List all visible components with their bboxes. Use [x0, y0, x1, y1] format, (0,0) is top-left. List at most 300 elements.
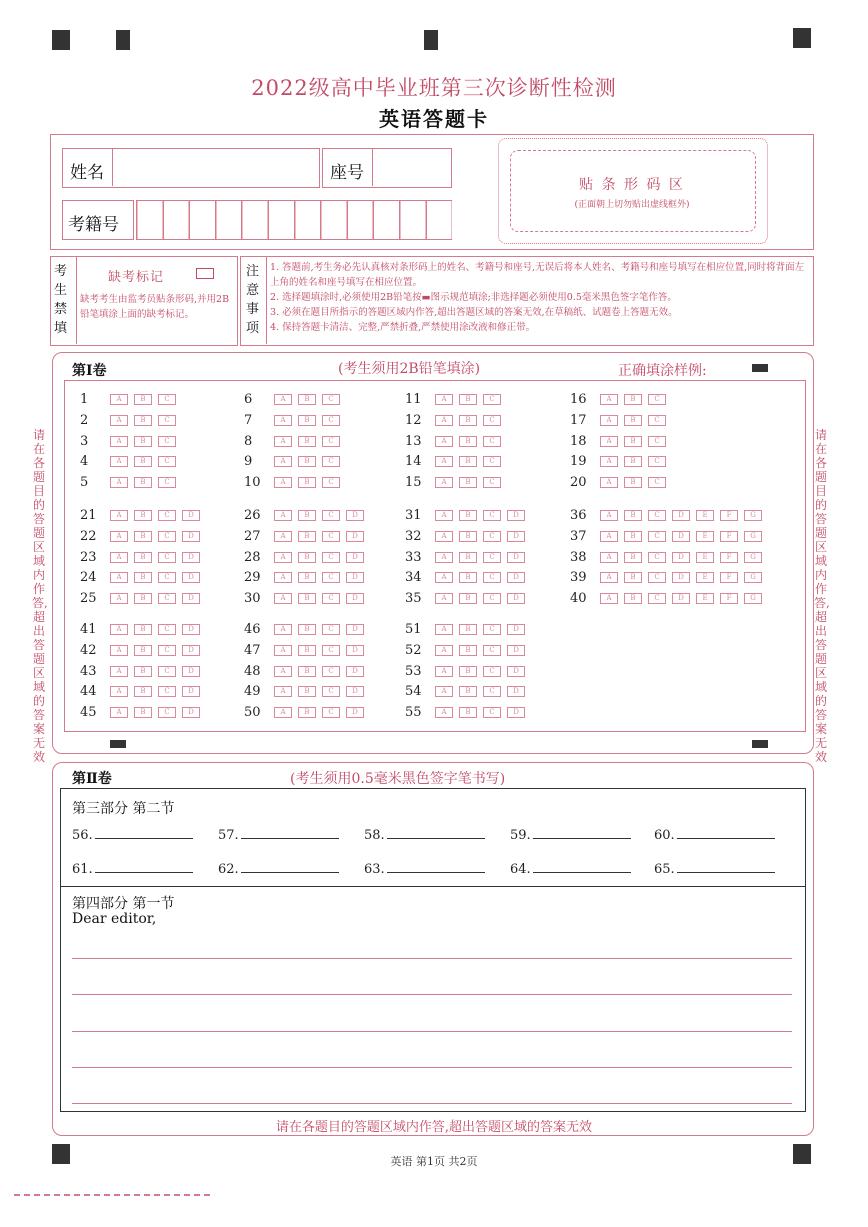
blank-line[interactable] [95, 826, 193, 839]
option-bubble[interactable]: C [158, 477, 176, 488]
option-bubble[interactable]: A [600, 593, 618, 604]
answer-blank[interactable] [72, 860, 193, 877]
option-bubble[interactable]: B [298, 666, 316, 677]
option-bubble[interactable]: A [435, 593, 453, 604]
option-bubble[interactable]: A [110, 552, 128, 563]
option-bubble[interactable]: C [158, 645, 176, 656]
option-bubble[interactable]: B [134, 572, 152, 583]
option-bubble[interactable]: B [624, 510, 642, 521]
option-bubble[interactable]: D [507, 531, 525, 542]
option-bubble[interactable]: E [696, 531, 714, 542]
option-bubble[interactable]: A [435, 415, 453, 426]
option-bubble[interactable]: D [182, 645, 200, 656]
option-bubble[interactable]: E [696, 572, 714, 583]
question-row [405, 529, 531, 549]
writing-line[interactable] [72, 1031, 792, 1032]
option-bubble[interactable]: F [720, 572, 738, 583]
question-number: 6 [244, 392, 253, 407]
option-bubble[interactable]: C [322, 593, 340, 604]
option-bubble[interactable]: A [600, 456, 618, 467]
option-bubble[interactable]: A [110, 415, 128, 426]
option-bubble[interactable]: B [134, 707, 152, 718]
option-bubble[interactable]: C [322, 531, 340, 542]
blank-number: 58. [364, 828, 385, 843]
blank-line[interactable] [241, 826, 339, 839]
option-bubble[interactable]: C [158, 531, 176, 542]
option-bubble[interactable]: D [182, 531, 200, 542]
left-side-warning: 请在各题目的答题区域内作答,超出答题区域的答案无效 [32, 428, 48, 764]
answer-blank[interactable] [654, 826, 775, 843]
blank-line[interactable] [677, 826, 775, 839]
option-bubble[interactable]: B [298, 436, 316, 447]
option-bubble[interactable]: B [459, 456, 477, 467]
timing-mark [116, 30, 130, 50]
option-bubble[interactable]: C [158, 456, 176, 467]
option-bubble[interactable]: A [110, 477, 128, 488]
option-bubble[interactable]: A [110, 531, 128, 542]
notice-item: 4. 保持答题卡清洁、完整,严禁折叠,严禁使用涂改液和修正带。 [270, 322, 536, 333]
option-bubble[interactable]: F [720, 593, 738, 604]
option-bubble[interactable]: A [600, 552, 618, 563]
question-number: 46 [244, 622, 261, 637]
answer-blank[interactable] [510, 826, 631, 843]
option-bubble[interactable]: C [158, 415, 176, 426]
timing-mark [424, 30, 438, 50]
question-number: 34 [405, 570, 422, 586]
option-bubble[interactable]: D [507, 686, 525, 697]
option-bubble[interactable]: B [624, 415, 642, 426]
option-bubble[interactable]: D [507, 510, 525, 521]
option-bubble[interactable]: A [110, 707, 128, 718]
question-row [80, 570, 206, 590]
question-number: 32 [405, 528, 422, 544]
option-bubble[interactable]: A [600, 436, 618, 447]
option-bubble[interactable]: D [672, 531, 690, 542]
option-bubble[interactable]: D [507, 572, 525, 583]
option-bubble[interactable]: C [483, 666, 501, 677]
option-bubble[interactable]: G [744, 572, 762, 583]
option-bubble[interactable]: D [182, 510, 200, 521]
option-bubble[interactable]: A [435, 510, 453, 521]
option-bubble[interactable]: A [110, 436, 128, 447]
option-bubble[interactable]: A [435, 531, 453, 542]
option-bubble[interactable]: C [322, 707, 340, 718]
option-bubble[interactable]: B [134, 456, 152, 467]
question-number: 12 [405, 412, 422, 428]
option-bubble[interactable]: D [507, 645, 525, 656]
option-bubble[interactable]: D [182, 624, 200, 635]
option-bubble[interactable]: C [158, 572, 176, 583]
option-bubble[interactable]: B [459, 552, 477, 563]
option-bubble[interactable]: D [346, 552, 364, 563]
option-bubble[interactable]: A [435, 666, 453, 677]
option-bubble[interactable]: B [298, 394, 316, 405]
question-number: 33 [405, 549, 422, 565]
option-bubble[interactable]: G [744, 510, 762, 521]
option-bubble[interactable]: C [322, 456, 340, 467]
option-bubble[interactable]: C [483, 707, 501, 718]
option-bubble[interactable]: B [298, 707, 316, 718]
option-bubble[interactable]: A [600, 510, 618, 521]
writing-line[interactable] [72, 994, 792, 995]
option-bubble[interactable]: B [134, 666, 152, 677]
option-bubble[interactable]: A [274, 666, 292, 677]
option-bubble[interactable]: A [435, 645, 453, 656]
question-row [405, 454, 507, 474]
answer-blank[interactable] [218, 860, 339, 877]
answer-blank[interactable] [72, 826, 193, 843]
option-bubble[interactable]: B [459, 477, 477, 488]
option-bubble[interactable]: A [274, 593, 292, 604]
blank-line[interactable] [533, 860, 631, 873]
question-row [405, 392, 507, 412]
option-bubble[interactable]: B [298, 624, 316, 635]
option-bubble[interactable]: A [435, 456, 453, 467]
option-bubble[interactable]: C [483, 531, 501, 542]
option-bubble[interactable]: A [110, 645, 128, 656]
blank-number: 63. [364, 862, 385, 877]
blank-number: 56. [72, 828, 93, 843]
question-row [405, 413, 507, 433]
option-bubble[interactable]: D [346, 624, 364, 635]
option-bubble[interactable]: C [322, 666, 340, 677]
question-number: 51 [405, 622, 422, 637]
option-bubble[interactable]: B [624, 572, 642, 583]
question-row [244, 664, 370, 684]
option-bubble[interactable]: A [110, 572, 128, 583]
question-number: 14 [405, 454, 422, 470]
question-row [80, 664, 206, 684]
question-row [405, 664, 531, 684]
question-number: 7 [244, 412, 253, 428]
option-bubble[interactable]: B [459, 572, 477, 583]
blank-number: 60. [654, 828, 675, 843]
option-bubble[interactable]: A [274, 707, 292, 718]
option-bubble[interactable]: C [322, 436, 340, 447]
option-bubble[interactable]: C [648, 510, 666, 521]
option-bubble[interactable]: B [134, 415, 152, 426]
question-number: 47 [244, 642, 261, 658]
question-number: 35 [405, 591, 422, 607]
option-bubble[interactable]: E [696, 552, 714, 563]
option-bubble[interactable]: D [346, 686, 364, 697]
question-number: 25 [80, 591, 97, 607]
question-number: 48 [244, 663, 261, 679]
option-bubble[interactable]: B [624, 436, 642, 447]
option-bubble[interactable]: C [322, 477, 340, 488]
writing-line[interactable] [72, 1067, 792, 1068]
option-bubble[interactable]: A [274, 552, 292, 563]
option-bubble[interactable]: A [435, 707, 453, 718]
option-bubble[interactable]: B [134, 552, 152, 563]
option-bubble[interactable]: B [459, 686, 477, 697]
option-bubble[interactable]: D [672, 593, 690, 604]
option-bubble[interactable]: D [672, 510, 690, 521]
option-bubble[interactable]: B [459, 645, 477, 656]
option-bubble[interactable]: E [696, 593, 714, 604]
notice-item: 2. 选择题填涂时,必须使用2B铅笔按▬图示规范填涂;非选择题必须使用0.5毫米黑色签字笔作答。 [270, 292, 677, 303]
question-number: 9 [244, 454, 253, 470]
option-bubble[interactable]: B [298, 552, 316, 563]
option-bubble[interactable]: A [435, 572, 453, 583]
option-bubble[interactable]: C [322, 686, 340, 697]
option-bubble[interactable]: C [648, 394, 666, 405]
blank-number: 61. [72, 862, 93, 877]
option-bubble[interactable]: A [274, 572, 292, 583]
option-bubble[interactable]: B [459, 436, 477, 447]
option-bubble[interactable]: F [720, 531, 738, 542]
option-bubble[interactable]: C [483, 456, 501, 467]
option-bubble[interactable]: C [648, 552, 666, 563]
option-bubble[interactable]: B [298, 531, 316, 542]
question-row [244, 413, 346, 433]
absent-title: 缺考标记 [108, 270, 165, 285]
option-bubble[interactable]: D [507, 624, 525, 635]
option-bubble[interactable]: C [483, 645, 501, 656]
option-bubble[interactable]: D [507, 666, 525, 677]
option-bubble[interactable]: B [624, 456, 642, 467]
option-bubble[interactable]: A [600, 531, 618, 542]
question-number: 15 [405, 475, 422, 491]
question-row [405, 434, 507, 454]
option-bubble[interactable]: B [459, 415, 477, 426]
option-bubble[interactable]: B [134, 645, 152, 656]
option-bubble[interactable]: A [110, 686, 128, 697]
option-bubble[interactable]: C [158, 666, 176, 677]
option-bubble[interactable]: B [298, 645, 316, 656]
question-row [80, 643, 206, 663]
option-bubble[interactable]: B [624, 531, 642, 542]
option-bubble[interactable]: D [346, 593, 364, 604]
seat-label: 座号 [330, 163, 364, 183]
option-bubble[interactable]: B [134, 436, 152, 447]
option-bubble[interactable]: C [648, 415, 666, 426]
option-bubble[interactable]: B [298, 593, 316, 604]
blank-line[interactable] [95, 860, 193, 873]
option-bubble[interactable]: C [483, 394, 501, 405]
option-bubble[interactable]: A [274, 477, 292, 488]
option-bubble[interactable]: C [483, 686, 501, 697]
option-bubble[interactable]: C [483, 593, 501, 604]
blank-line[interactable] [387, 860, 485, 873]
option-bubble[interactable]: A [600, 477, 618, 488]
timing-mark [110, 740, 126, 748]
option-bubble[interactable]: C [158, 593, 176, 604]
option-bubble[interactable]: C [158, 510, 176, 521]
option-bubble[interactable]: A [600, 415, 618, 426]
barcode-title: 贴 条 形 码 区 [579, 177, 685, 193]
option-bubble[interactable]: B [134, 510, 152, 521]
option-bubble[interactable]: C [648, 477, 666, 488]
option-bubble[interactable]: A [435, 477, 453, 488]
option-bubble[interactable]: C [322, 415, 340, 426]
option-bubble[interactable]: A [274, 394, 292, 405]
option-bubble[interactable]: B [298, 456, 316, 467]
option-bubble[interactable]: B [459, 394, 477, 405]
sample-label: 正确填涂样例: [618, 363, 707, 379]
option-bubble[interactable]: D [672, 552, 690, 563]
option-bubble[interactable]: D [507, 593, 525, 604]
option-bubble[interactable]: C [158, 552, 176, 563]
option-bubble[interactable]: A [274, 531, 292, 542]
option-bubble[interactable]: B [134, 394, 152, 405]
option-bubble[interactable]: D [346, 572, 364, 583]
question-row [80, 413, 182, 433]
option-bubble[interactable]: C [648, 531, 666, 542]
option-bubble[interactable]: A [110, 593, 128, 604]
option-bubble[interactable]: F [720, 510, 738, 521]
option-bubble[interactable]: G [744, 552, 762, 563]
option-bubble[interactable]: C [322, 645, 340, 656]
option-bubble[interactable]: C [483, 415, 501, 426]
option-bubble[interactable]: A [435, 436, 453, 447]
option-bubble[interactable]: C [648, 456, 666, 467]
blank-line[interactable] [241, 860, 339, 873]
option-bubble[interactable]: D [672, 572, 690, 583]
option-bubble[interactable]: C [483, 436, 501, 447]
option-bubble[interactable]: B [134, 477, 152, 488]
option-bubble[interactable]: B [459, 666, 477, 677]
option-bubble[interactable]: D [182, 572, 200, 583]
question-row [244, 550, 370, 570]
option-bubble[interactable]: C [483, 624, 501, 635]
option-bubble[interactable]: A [274, 510, 292, 521]
option-bubble[interactable]: D [507, 707, 525, 718]
writing-line[interactable] [72, 1103, 792, 1104]
question-number: 18 [570, 433, 587, 449]
option-bubble[interactable]: A [435, 686, 453, 697]
option-bubble[interactable]: D [182, 707, 200, 718]
answer-blank[interactable] [364, 860, 485, 877]
question-row [570, 529, 768, 549]
option-bubble[interactable]: B [134, 531, 152, 542]
option-bubble[interactable]: C [483, 572, 501, 583]
question-row [570, 434, 672, 454]
blank-line[interactable] [677, 860, 775, 873]
card-title: 英语答题卡 [379, 107, 489, 131]
option-bubble[interactable]: D [507, 552, 525, 563]
option-bubble[interactable]: D [182, 552, 200, 563]
option-bubble[interactable]: C [648, 593, 666, 604]
option-bubble[interactable]: B [624, 394, 642, 405]
question-row [80, 591, 206, 611]
option-bubble[interactable]: B [459, 707, 477, 718]
option-bubble[interactable]: C [483, 510, 501, 521]
option-bubble[interactable]: B [298, 510, 316, 521]
question-row [80, 622, 206, 642]
option-bubble[interactable]: B [298, 686, 316, 697]
option-bubble[interactable]: A [435, 624, 453, 635]
option-bubble[interactable]: C [322, 624, 340, 635]
option-bubble[interactable]: A [274, 436, 292, 447]
question-row [570, 392, 672, 412]
option-bubble[interactable]: A [435, 394, 453, 405]
absent-mark-box[interactable] [196, 268, 214, 279]
option-bubble[interactable]: C [322, 572, 340, 583]
option-bubble[interactable]: D [346, 645, 364, 656]
option-bubble[interactable]: B [298, 477, 316, 488]
question-row [570, 413, 672, 433]
option-bubble[interactable]: D [182, 593, 200, 604]
option-bubble[interactable]: A [274, 624, 292, 635]
question-row [80, 684, 206, 704]
option-bubble[interactable]: A [110, 394, 128, 405]
answer-blank[interactable] [510, 860, 631, 877]
question-number: 31 [405, 508, 422, 523]
option-bubble[interactable]: D [346, 531, 364, 542]
option-bubble[interactable]: D [346, 707, 364, 718]
option-bubble[interactable]: A [435, 552, 453, 563]
option-bubble[interactable]: B [134, 593, 152, 604]
option-bubble[interactable]: B [298, 572, 316, 583]
option-bubble[interactable]: A [274, 686, 292, 697]
question-row [405, 643, 531, 663]
option-bubble[interactable]: B [459, 531, 477, 542]
option-bubble[interactable]: C [648, 436, 666, 447]
option-bubble[interactable]: C [158, 686, 176, 697]
option-bubble[interactable]: B [459, 593, 477, 604]
option-bubble[interactable]: C [322, 552, 340, 563]
option-bubble[interactable]: C [158, 436, 176, 447]
writing-line[interactable] [72, 958, 792, 959]
option-bubble[interactable]: F [720, 552, 738, 563]
exam-id-cells[interactable] [136, 200, 452, 240]
option-bubble[interactable]: A [274, 645, 292, 656]
option-bubble[interactable]: A [600, 572, 618, 583]
option-bubble[interactable]: G [744, 531, 762, 542]
blank-line[interactable] [533, 826, 631, 839]
answer-blank[interactable] [654, 860, 775, 877]
option-bubble[interactable]: A [110, 456, 128, 467]
option-bubble[interactable]: B [459, 510, 477, 521]
option-bubble[interactable]: A [110, 510, 128, 521]
answer-blank[interactable] [218, 826, 339, 843]
option-bubble[interactable]: B [459, 624, 477, 635]
option-bubble[interactable]: C [483, 477, 501, 488]
option-bubble[interactable]: A [110, 624, 128, 635]
option-bubble[interactable]: D [346, 666, 364, 677]
option-bubble[interactable]: C [483, 552, 501, 563]
option-bubble[interactable]: G [744, 593, 762, 604]
option-bubble[interactable]: D [182, 666, 200, 677]
option-bubble[interactable]: B [624, 593, 642, 604]
question-number: 49 [244, 684, 261, 700]
option-bubble[interactable]: B [624, 552, 642, 563]
option-bubble[interactable]: C [158, 624, 176, 635]
option-bubble[interactable]: A [600, 394, 618, 405]
option-bubble[interactable]: D [346, 510, 364, 521]
option-bubble[interactable]: B [298, 415, 316, 426]
option-bubble[interactable]: B [134, 686, 152, 697]
option-bubble[interactable]: C [158, 394, 176, 405]
option-bubble[interactable]: D [182, 686, 200, 697]
option-bubble[interactable]: C [322, 394, 340, 405]
timing-mark [752, 740, 768, 748]
option-bubble[interactable]: A [110, 666, 128, 677]
option-bubble[interactable]: B [624, 477, 642, 488]
option-bubble[interactable]: C [158, 707, 176, 718]
option-bubble[interactable]: E [696, 510, 714, 521]
question-row [244, 643, 370, 663]
option-bubble[interactable]: B [134, 624, 152, 635]
part2-instruction: (考生须用0.5毫米黑色签字笔书写) [290, 771, 506, 787]
option-bubble[interactable]: C [648, 572, 666, 583]
option-bubble[interactable]: A [274, 415, 292, 426]
answer-blank[interactable] [364, 826, 485, 843]
blank-line[interactable] [387, 826, 485, 839]
option-bubble[interactable]: A [274, 456, 292, 467]
option-bubble[interactable]: C [322, 510, 340, 521]
